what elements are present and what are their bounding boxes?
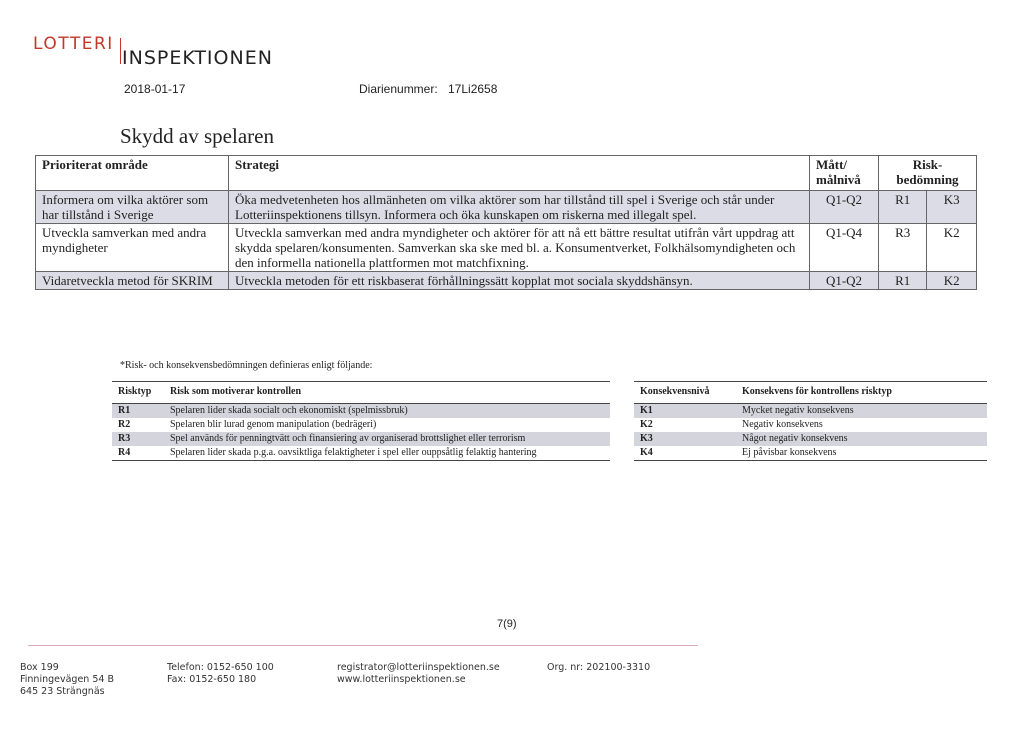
header-risk: Risk- bedömning — [879, 156, 977, 191]
footer-address — [20, 662, 114, 698]
row-description: Negativ konsekvens — [742, 419, 823, 430]
cell-area: Informera om vilka aktörer som har tillstånd i Sverige — [36, 191, 229, 224]
cell-strategy: Utveckla samverkan med andra myndigheter och aktörer för att nå ett bättre resultat utifrån vårt uppdrag att skydda spelaren/konsumenten. Samverkan ska ske med bl. a. Konsumentverket, Folkhälsomyndigheten och den informella nationella plattformen mot matchfixning. — [229, 224, 810, 272]
cell-measure: Q1-Q2 — [810, 272, 879, 290]
table-row — [634, 446, 987, 461]
table-row — [634, 418, 987, 432]
header-measure: Mått/ målnivå — [810, 156, 879, 191]
row-code: K4 — [634, 446, 736, 461]
row-description: Spelaren lider skada socialt och ekonomiskt (spelmissbruk) — [164, 404, 610, 419]
risk-header-code: Risktyp — [112, 382, 164, 404]
header-strategy: Strategi — [229, 156, 810, 191]
cons-header-code: Konsekvensnivå — [634, 382, 736, 404]
consequence-table — [634, 381, 987, 461]
cell-measure: Q1-Q4 — [810, 224, 879, 272]
footer-address-line: Finningevägen 54 B — [20, 674, 114, 685]
footer-website-link[interactable]: www.lotteriinspektionen.se — [337, 674, 466, 685]
row-code: K2 — [640, 419, 653, 430]
footer-fax-line: Fax: 0152-650 180 — [167, 674, 257, 685]
table-row — [36, 224, 977, 272]
table-row — [112, 432, 610, 446]
logo-bottom-text: INSPEKTIONEN — [122, 47, 273, 69]
row-code: R3 — [112, 432, 164, 446]
row-code: R2 — [118, 419, 131, 430]
risk-header-desc: Risk som motiverar kontrollen — [164, 382, 610, 404]
footer-address-line: 645 23 Strängnäs — [20, 686, 105, 697]
footer-phone-line: Telefon: 0152-650 100 — [167, 662, 274, 673]
cons-header-desc: Konsekvens för kontrollens risktyp — [736, 382, 987, 404]
table-row — [634, 432, 987, 446]
row-description: Något negativ konsekvens — [736, 432, 987, 446]
row-description: Spelaren lider skada p.g.a. oavsiktliga felaktigheter i spel eller ouppsåtlig felaktig hantering — [164, 446, 610, 461]
diarie-label: Diarienummer: — [359, 82, 438, 96]
table-row — [36, 191, 977, 224]
risk-type-table — [112, 381, 610, 461]
cell-measure: Q1-Q2 — [810, 191, 879, 224]
footnote: *Risk- och konsekvensbedömningen definieras enligt följande: — [120, 360, 373, 371]
row-description: Spel används för penningtvätt och finansiering av organiserad brottslighet eller terrorism — [164, 432, 610, 446]
table-row — [112, 446, 610, 461]
logo-top-text: LOTTERI — [33, 34, 114, 54]
table-row — [112, 418, 610, 432]
row-description: Spelaren blir lurad genom manipulation (bedrägeri) — [170, 419, 377, 430]
cell-strategy: Öka medvetenheten hos allmänheten om vilka aktörer som har tillstånd till spel i Sverige och står under Lotteriinspektionens tillsyn. Informera och öka kunskapen om riskerna med illegalt spel. — [229, 191, 810, 224]
cell-consequence: K2 — [927, 272, 977, 290]
header-area: Prioriterat område — [36, 156, 229, 191]
page-number: 7(9) — [497, 618, 517, 630]
row-code: K3 — [634, 432, 736, 446]
row-code: R1 — [112, 404, 164, 419]
cell-risk: R1 — [879, 272, 927, 290]
logo-divider — [120, 38, 121, 64]
document-date: 2018-01-17 — [124, 82, 186, 96]
footer-divider — [28, 645, 698, 646]
strategy-table — [35, 155, 977, 290]
cell-risk: R3 — [879, 224, 927, 272]
footer-contact — [337, 662, 500, 686]
diarie-number: 17Li2658 — [448, 82, 498, 96]
row-code: R4 — [112, 446, 164, 461]
row-description: Mycket negativ konsekvens — [736, 404, 987, 419]
table-row — [634, 404, 987, 419]
cell-strategy: Utveckla metoden för ett riskbaserat förhållningssätt kopplat mot sociala skyddshänsyn. — [229, 272, 810, 290]
footer-email-link[interactable]: registrator@lotteriinspektionen.se — [337, 662, 500, 673]
footer-org-number: Org. nr: 202100-3310 — [547, 662, 651, 673]
section-title: Skydd av spelaren — [120, 124, 274, 148]
cell-risk: R1 — [879, 191, 927, 224]
table-row — [112, 404, 610, 419]
cell-area: Utveckla samverkan med andra myndigheter — [36, 224, 229, 272]
cell-consequence: K3 — [927, 191, 977, 224]
row-code: K1 — [634, 404, 736, 419]
table-row — [36, 272, 977, 290]
table-header-row — [36, 156, 977, 191]
footer-address-line: Box 199 — [20, 662, 59, 673]
cell-consequence: K2 — [927, 224, 977, 272]
footer-phone — [167, 662, 274, 686]
cell-area: Vidaretveckla metod för SKRIM — [36, 272, 229, 290]
row-description: Ej påvisbar konsekvens — [736, 446, 987, 461]
